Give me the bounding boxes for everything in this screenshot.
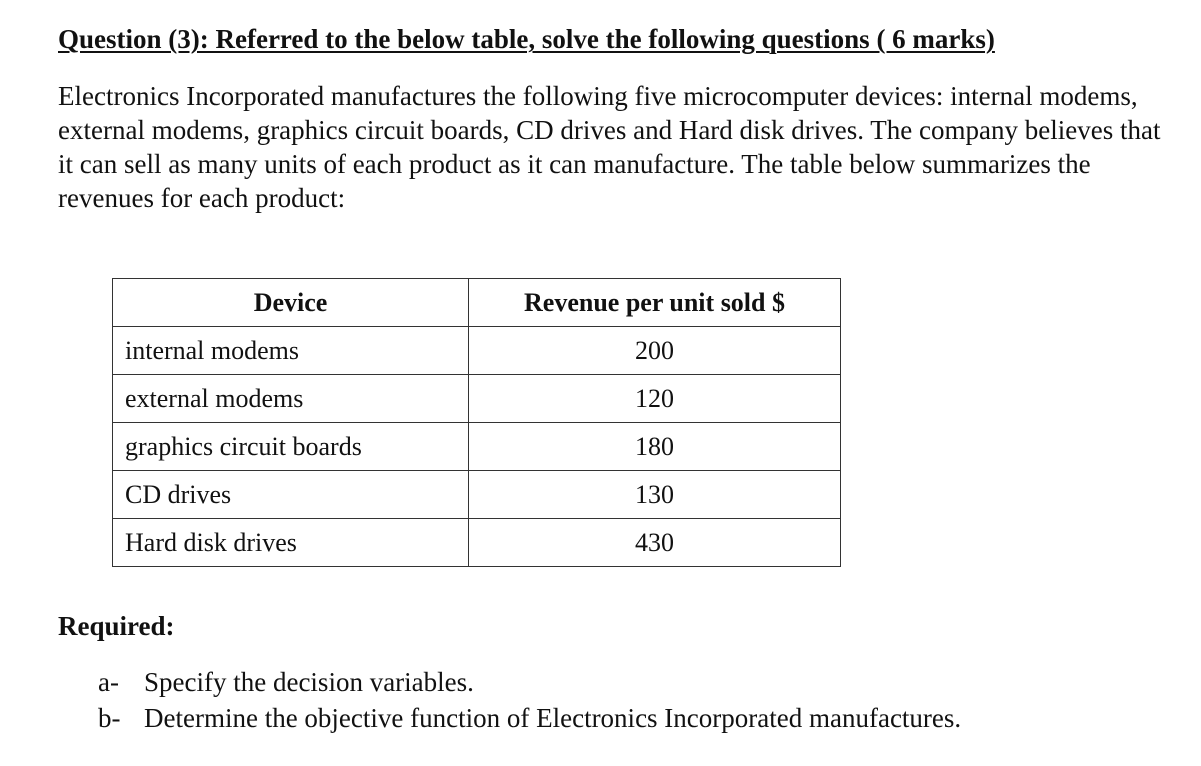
revenue-table bbox=[112, 278, 841, 567]
table-row bbox=[113, 423, 841, 471]
item-text: Specify the decision variables. bbox=[144, 667, 474, 697]
question-heading: Question (3): Referred to the below table, solve the following questions ( 6 marks) bbox=[58, 24, 995, 54]
revenue-cell: 130 bbox=[469, 471, 841, 519]
table-header-row bbox=[113, 279, 841, 327]
question-intro: Electronics Incorporated manufactures the following five microcomputer devices: internal modems, external modems, graphics circuit boards, CD drives and Hard disk drives. The company believes that it can sell as many units of each product as it can manufacture. The table below summarizes the revenues for each product: bbox=[58, 81, 1161, 213]
device-cell: external modems bbox=[113, 375, 469, 423]
table-row bbox=[113, 471, 841, 519]
revenue-cell: 120 bbox=[469, 375, 841, 423]
item-marker: b- bbox=[98, 703, 121, 733]
revenue-cell: 180 bbox=[469, 423, 841, 471]
device-cell: internal modems bbox=[113, 327, 469, 375]
required-title: Required: bbox=[58, 611, 175, 641]
device-cell: graphics circuit boards bbox=[113, 423, 469, 471]
device-cell: Hard disk drives bbox=[113, 519, 469, 567]
table-row bbox=[113, 375, 841, 423]
item-marker: a- bbox=[98, 667, 119, 697]
device-cell: CD drives bbox=[113, 471, 469, 519]
revenue-cell: 200 bbox=[469, 327, 841, 375]
required-list bbox=[98, 664, 961, 736]
header-revenue: Revenue per unit sold $ bbox=[469, 279, 841, 327]
item-text: Determine the objective function of Electronics Incorporated manufactures. bbox=[144, 703, 962, 733]
list-item bbox=[98, 700, 961, 736]
table-row bbox=[113, 519, 841, 567]
revenue-cell: 430 bbox=[469, 519, 841, 567]
list-item bbox=[98, 664, 961, 700]
header-device: Device bbox=[113, 279, 469, 327]
table-row bbox=[113, 327, 841, 375]
